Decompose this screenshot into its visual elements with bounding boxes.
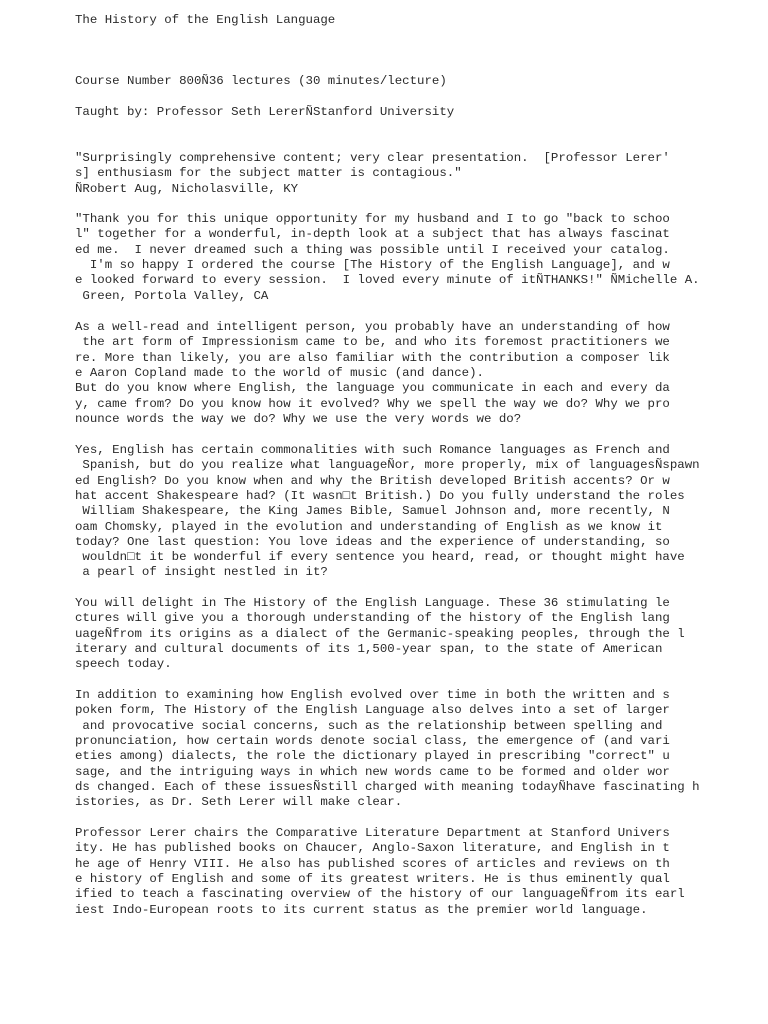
paragraph-5-line: he age of Henry VIII. He also has published scores of articles and reviews on th xyxy=(75,856,670,871)
paragraph-1-line: the art form of Impressionism came to be, and who its foremost practitioners we xyxy=(75,335,670,350)
course-number-line: Course Number 800Ñ36 lectures (30 minutes/lecture) xyxy=(75,74,447,88)
testimonial-1-line: "Surprisingly comprehensive content; very clear presentation. [Professor Lerer' xyxy=(75,151,670,165)
paragraph-2-line: William Shakespeare, the King James Bible, Samuel Johnson and, more recently, N xyxy=(75,504,670,519)
paragraph-3-line: You will delight in The History of the English Language. These 36 stimulating le xyxy=(75,596,670,610)
testimonial-2-line: e looked forward to every session. I loved every minute of itÑTHANKS!" ÑMichelle A. xyxy=(75,273,700,288)
paragraph-4-line: istories, as Dr. Seth Lerer will make clear. xyxy=(75,795,403,810)
paragraph-5-line: ified to teach a fascinating overview of the history of our languageÑfrom its earl xyxy=(75,887,685,902)
paragraph-4-line: and provocative social concerns, such as the relationship between spelling and xyxy=(75,718,663,733)
paragraph-2-line: a pearl of insight nestled in it? xyxy=(75,565,328,580)
testimonial-1-line: ÑRobert Aug, Nicholasville, KY xyxy=(75,181,299,196)
paragraph-4-line: In addition to examining how English evolved over time in both the written and s xyxy=(75,688,670,702)
paragraph-5-line: iest Indo-European roots to its current status as the premier world language. xyxy=(75,902,648,917)
paragraph-2-line: Yes, English has certain commonalities with such Romance languages as French and xyxy=(75,443,670,457)
paragraph-2-line: hat accent Shakespeare had? (It wasn□t British.) Do you fully understand the roles xyxy=(75,488,685,503)
paragraph-2-line: today? One last question: You love ideas and the experience of understanding, so xyxy=(75,534,670,549)
paragraph-5-line: e history of English and some of its greatest writers. He is thus eminently qual xyxy=(75,871,670,886)
paragraph-3-line: speech today. xyxy=(75,657,172,672)
paragraph-5-line: ity. He has published books on Chaucer, Anglo-Saxon literature, and English in t xyxy=(75,841,670,856)
testimonial-2-line: I'm so happy I ordered the course [The History of the English Language], and w xyxy=(75,257,670,272)
paragraph-2-line: ed English? Do you know when and why the British developed British accents? Or w xyxy=(75,473,670,488)
paragraph-3-line: iterary and cultural documents of its 1,500-year span, to the state of American xyxy=(75,641,663,656)
paragraph-1-line: But do you know where English, the language you communicate in each and every da xyxy=(75,381,670,396)
paragraph-1-line: nounce words the way we do? Why we use the very words we do? xyxy=(75,411,522,426)
paragraph-1-line: y, came from? Do you know how it evolved? Why we spell the way we do? Why we pro xyxy=(75,396,670,411)
paragraph-2-line: wouldn□t it be wonderful if every sentence you heard, read, or thought might have xyxy=(75,550,685,565)
paragraph-1-line: e Aaron Copland made to the world of music (and dance). xyxy=(75,365,484,380)
taught-by-line: Taught by: Professor Seth LererÑStanford University xyxy=(75,105,455,119)
testimonial-2-line: l" together for a wonderful, in-depth look at a subject that has always fascinat xyxy=(75,227,670,242)
paragraph-1-line: re. More than likely, you are also familiar with the contribution a composer lik xyxy=(75,350,670,365)
paragraph-4-line: sage, and the intriguing ways in which new words came to be formed and older wor xyxy=(75,764,670,779)
testimonial-2-line: Green, Portola Valley, CA xyxy=(75,288,269,303)
paragraph-3-line: uageÑfrom its origins as a dialect of the Germanic-speaking peoples, through the l xyxy=(75,626,685,641)
testimonial-2-line: ed me. I never dreamed such a thing was possible until I received your catalog. xyxy=(75,242,670,257)
paragraph-4-line: ds changed. Each of these issuesÑstill charged with meaning todayÑhave fascinating h xyxy=(75,779,700,794)
testimonial-1-line: s] enthusiasm for the subject matter is contagious." xyxy=(75,166,462,181)
paragraph-2-line: Spanish, but do you realize what languageÑor, more properly, mix of languagesÑspawn xyxy=(75,458,700,473)
paragraph-4-line: pronunciation, how certain words denote social class, the emergence of (and vari xyxy=(75,733,670,748)
paragraph-4-line: eties among) dialects, the role the dictionary played in prescribing "correct" u xyxy=(75,749,670,764)
paragraph-1-line: As a well-read and intelligent person, you probably have an understanding of how xyxy=(75,320,670,334)
document-title: The History of the English Language xyxy=(75,13,336,27)
paragraph-2-line: oam Chomsky, played in the evolution and understanding of English as we know it xyxy=(75,519,663,534)
paragraph-3-line: ctures will give you a thorough understanding of the history of the English lang xyxy=(75,611,670,626)
paragraph-4-line: poken form, The History of the English Language also delves into a set of larger xyxy=(75,703,670,718)
paragraph-5-line: Professor Lerer chairs the Comparative Literature Department at Stanford Univers xyxy=(75,826,670,840)
testimonial-2-line: "Thank you for this unique opportunity for my husband and I to go "back to schoo xyxy=(75,212,670,226)
